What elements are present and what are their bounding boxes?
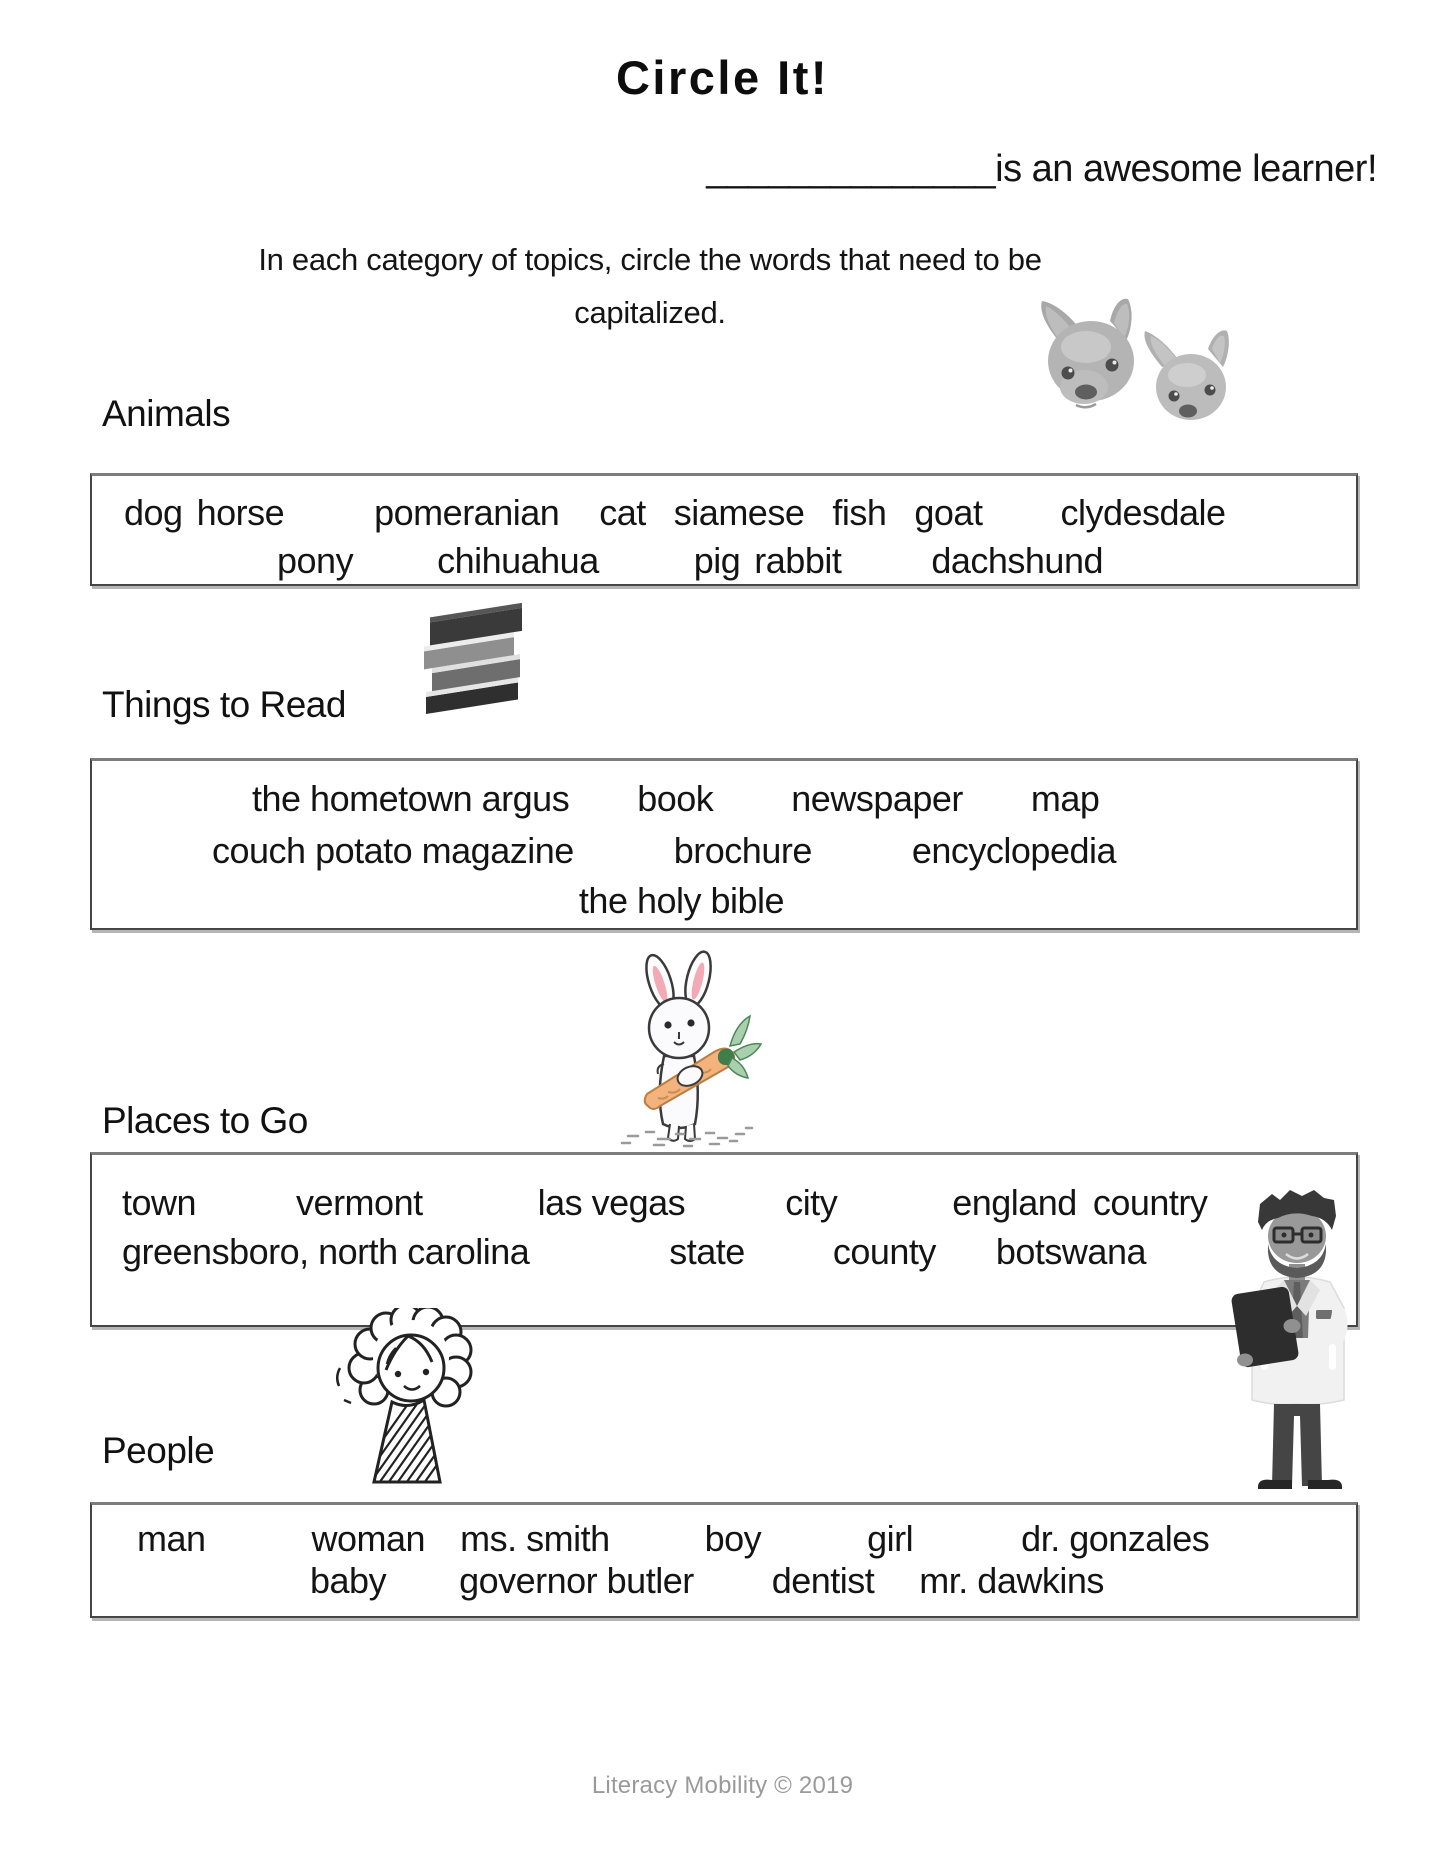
circle-word[interactable]: newspaper [791, 778, 963, 819]
word-row [92, 779, 1356, 819]
section-heading-animals: Animals [102, 393, 231, 434]
circle-word[interactable]: dr. gonzales [1021, 1518, 1210, 1559]
word-row [92, 831, 1356, 871]
circle-word[interactable]: vermont [296, 1182, 423, 1223]
learner-line [706, 148, 1377, 191]
circle-word[interactable]: town [122, 1182, 197, 1223]
circle-word[interactable]: las vegas [537, 1182, 686, 1223]
circle-word[interactable]: england [952, 1182, 1077, 1223]
instructions-line-2: capitalized. [574, 295, 726, 330]
word-row [92, 1232, 1356, 1272]
word-row [92, 1519, 1356, 1559]
circle-word[interactable]: pig [693, 540, 741, 581]
circle-word[interactable]: girl [867, 1518, 914, 1559]
chihuahua-dogs-icon [1028, 293, 1250, 435]
circle-word[interactable]: rabbit [754, 540, 842, 581]
places-to-go-word-box [90, 1152, 1358, 1327]
section-heading-people: People [102, 1430, 215, 1471]
circle-word[interactable]: clydesdale [1060, 492, 1226, 533]
circle-word[interactable]: dog [124, 492, 183, 533]
circle-word[interactable]: dachshund [931, 540, 1103, 581]
circle-word[interactable]: book [637, 778, 714, 819]
circle-word[interactable]: siamese [673, 492, 805, 533]
people-word-box [90, 1502, 1358, 1618]
circle-word[interactable]: map [1030, 778, 1100, 819]
circle-word[interactable]: mr. dawkins [919, 1560, 1104, 1601]
circle-word[interactable]: pomeranian [374, 492, 560, 533]
footer-credit: Literacy Mobility © 2019 [591, 1772, 854, 1799]
circle-word[interactable]: boy [704, 1518, 762, 1559]
circle-word[interactable]: chihuahua [437, 540, 599, 581]
circle-word[interactable]: the holy bible [578, 880, 785, 921]
bunny-carrot-icon [598, 946, 766, 1150]
word-row [92, 1183, 1356, 1223]
circle-word[interactable]: brochure [673, 830, 812, 871]
circle-word[interactable]: man [137, 1518, 206, 1559]
animals-word-box [90, 473, 1358, 586]
instructions [155, 233, 1145, 339]
things-to-read-word-box [90, 758, 1358, 930]
books-stack-icon [416, 594, 530, 718]
circle-word[interactable]: baby [310, 1560, 387, 1601]
word-row [92, 881, 1356, 921]
circle-word[interactable]: goat [914, 492, 983, 533]
circle-word[interactable]: greensboro, north carolina [122, 1231, 530, 1272]
circle-word[interactable]: state [669, 1231, 745, 1272]
circle-word[interactable]: county [832, 1231, 936, 1272]
circle-word[interactable]: encyclopedia [911, 830, 1117, 871]
circle-word[interactable]: woman [311, 1518, 426, 1559]
circle-word[interactable]: ms. smith [460, 1518, 610, 1559]
circle-word[interactable]: dentist [771, 1560, 875, 1601]
instructions-line-1: In each category of topics, circle the words that need to be [258, 242, 1042, 277]
circle-word[interactable]: cat [599, 492, 646, 533]
circle-word[interactable]: pony [277, 540, 354, 581]
circle-word[interactable]: horse [196, 492, 285, 533]
word-row [92, 493, 1356, 533]
circle-word[interactable]: city [785, 1182, 838, 1223]
circle-word[interactable]: botswana [995, 1231, 1146, 1272]
circle-word[interactable]: the hometown argus [252, 778, 570, 819]
word-row [92, 1561, 1356, 1601]
section-heading-things-to-read: Things to Read [102, 684, 346, 725]
word-row [92, 541, 1356, 581]
learner-text: is an awesome learner! [995, 148, 1377, 190]
section-heading-places-to-go: Places to Go [102, 1100, 308, 1141]
circle-word[interactable]: couch potato magazine [212, 830, 574, 871]
page-title: Circle It! [615, 51, 830, 104]
girl-doodle-icon [334, 1308, 486, 1502]
name-blank-field[interactable]: ______________ [706, 148, 996, 190]
circle-word[interactable]: governor butler [459, 1560, 694, 1601]
circle-word[interactable]: fish [832, 492, 887, 533]
circle-word[interactable]: country [1092, 1182, 1208, 1223]
doctor-icon [1228, 1186, 1372, 1502]
